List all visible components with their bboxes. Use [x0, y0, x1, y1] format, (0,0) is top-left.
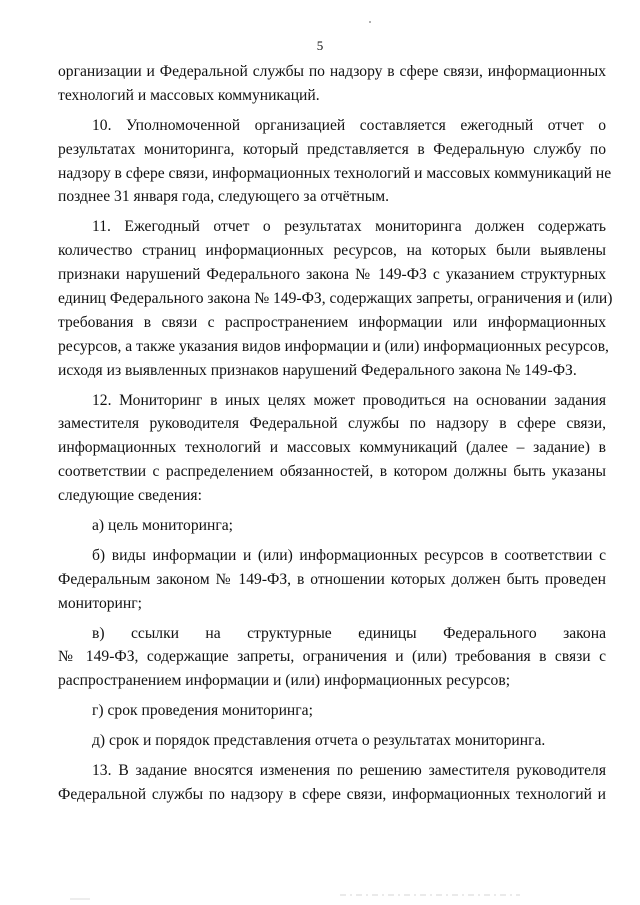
- text-line: единиц Федерального закона № 149-ФЗ, содержащих запреты, ограничения и (или): [58, 290, 613, 308]
- text-line: признаки нарушений Федерального закона № 149-ФЗ с указанием структурных: [58, 266, 606, 284]
- text-line: требования в связи с распространением информации или информационных: [58, 313, 606, 331]
- text-line: мониторинг;: [58, 594, 142, 612]
- text-line: № 149-ФЗ, содержащие запреты, ограничения и (или) требования в связи с: [58, 648, 606, 666]
- scan-speck: [369, 21, 371, 23]
- text-line: 13. В задание вносятся изменения по решению заместителя руководителя: [92, 762, 606, 780]
- text-line: г) срок проведения мониторинга;: [92, 702, 313, 720]
- text-line: организации и Федеральной службы по надзору в сфере связи, информационных: [58, 63, 606, 80]
- text-line: б) виды информации и (или) информационных ресурсов в соответствии с: [92, 546, 606, 564]
- text-line: 12. Мониторинг в иных целях может проводиться на основании задания: [92, 391, 606, 409]
- text-line: результатах мониторинга, который представляется в Федеральную службу по: [58, 140, 606, 158]
- text-line: позднее 31 января года, следующего за отчётным.: [58, 188, 389, 206]
- text-line: исходя из выявленных признаков нарушений Федерального закона № 149-ФЗ.: [58, 361, 577, 379]
- text-line: Федеральной службы по надзору в сфере связи, информационных технологий и: [58, 785, 606, 803]
- text-line: ресурсов, а также указания видов информации и (или) информационных ресурсов,: [58, 337, 609, 355]
- text-line: следующие сведения:: [58, 487, 202, 505]
- text-line: распространением информации и (или) информационных ресурсов;: [58, 672, 511, 690]
- text-line: соответствии с распределением обязанностей, в котором должны быть указаны: [58, 463, 606, 481]
- text-line: 10. Уполномоченной организацией составляется ежегодный отчет о: [92, 116, 606, 134]
- text-line: 11. Ежегодный отчет о результатах мониторинга должен содержать: [92, 218, 606, 236]
- text-line: количество страниц информационных ресурсов, на которых были выявлены: [58, 242, 606, 260]
- text-line: надзору в сфере связи, информационных технологий и массовых коммуникаций не: [58, 164, 612, 182]
- text-line: технологий и массовых коммуникаций.: [58, 86, 320, 104]
- text-line: в) ссылки на структурные единицы Федерального закона: [92, 624, 606, 642]
- text-line: д) срок и порядок представления отчета о результатах мониторинга.: [92, 732, 546, 750]
- page-number: 5: [316, 38, 324, 53]
- text-line: а) цель мониторинга;: [92, 517, 233, 535]
- text-line: заместителя руководителя Федеральной службы по надзору в сфере связи,: [58, 415, 606, 433]
- text-line: информационных технологий и массовых коммуникаций (далее – задание) в: [58, 439, 606, 457]
- text-line: Федеральным законом № 149-ФЗ, в отношении которых должен быть проведен: [58, 570, 606, 588]
